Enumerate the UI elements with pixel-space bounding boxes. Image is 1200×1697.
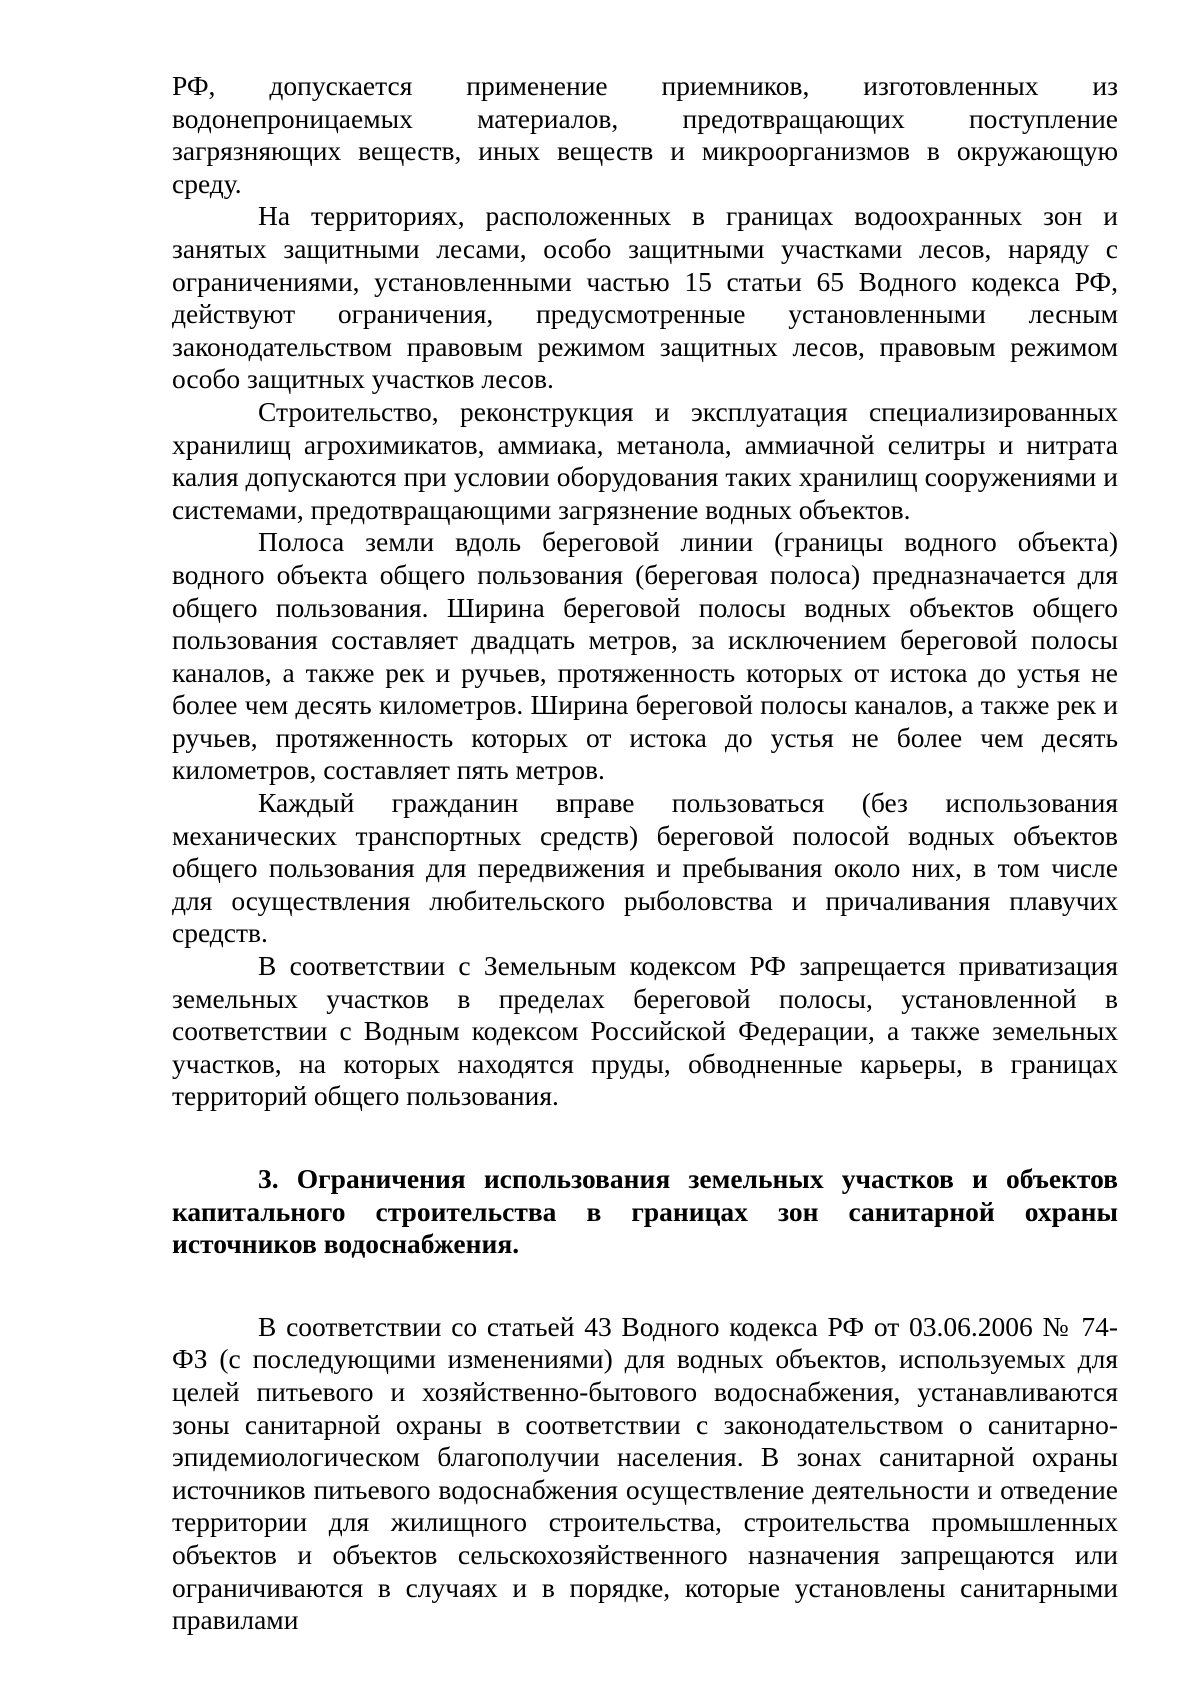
- paragraph-agrochemical-storage: Строительство, реконструкция и эксплуатация специализированных хранилищ агрохимикатов, аммиака, метанола, аммиачной селитры и нитрата калия допускаются при условии оборудования таких хранилищ сооружениями и системами, предотвращающими загрязнение водных объектов.: [172, 395, 1118, 525]
- paragraph-continuation: РФ, допускается применение приемников, изготовленных из водонепроницаемых материалов, предотвращающих поступление загрязняющих веществ, иных веществ и микроорганизмов в окружающую среду.: [172, 70, 1118, 199]
- paragraph-citizen-rights: Каждый гражданин вправе пользоваться (без использования механических транспортных средств) береговой полосой водных объектов общего пользования для передвижения и пребывания около них, в том числе для осуществления любительского рыболовства и причаливания плавучих средств.: [172, 787, 1118, 949]
- paragraph-protective-forests: На территориях, расположенных в границах водоохранных зон и занятых защитными лесами, особо защитными участками лесов, наряду с ограничениями, установленными частью 15 статьи 65 Водного кодекса РФ, действуют ограничения, предусмотренные установленными лесным законодательством правовым режимом защитных лесов, правовым режимом особо защитных участков лесов.: [172, 200, 1118, 395]
- document-body: [172, 70, 1118, 1637]
- paragraph-land-code: В соответствии с Земельным кодексом РФ запрещается приватизация земельных участков в пределах береговой полосы, установленной в соответствии с Водным кодексом Российской Федерации, а также земельных участков, на которых находятся пруды, обводненные карьеры, в границах территорий общего пользования.: [172, 950, 1118, 1112]
- paragraph-water-code-article-43: В соответствии со статьей 43 Водного кодекса РФ от 03.06.2006 № 74-ФЗ (с последующими изменениями) для водных объектов, используемых для целей питьевого и хозяйственно-бытового водоснабжения, устанавливаются зоны санитарной охраны в соответствии с законодательством о санитарно-эпидемиологическом благополучии населения. В зонах санитарной охраны источников питьевого водоснабжения осуществление деятельности и отведение территории для жилищного строительства, строительства промышленных объектов и объектов сельскохозяйственного назначения запрещаются или ограничиваются в случаях и в порядке, которые установлены санитарными правилами: [172, 1310, 1118, 1636]
- section-heading: 3. Ограничения использования земельных участков и объектов капитального строительства в границах зон санитарной охраны источников водоснабжения.: [172, 1163, 1118, 1260]
- paragraph-shore-strip: Полоса земли вдоль береговой линии (границы водного объекта) водного объекта общего пользования (береговая полоса) предназначается для общего пользования. Ширина береговой полосы водных объектов общего пользования составляет двадцать метров, за исключением береговой полосы каналов, а также рек и ручьев, протяженность которых от истока до устья не более чем десять километров. Ширина береговой полосы каналов, а также рек и ручьев, протяженность которых от истока до устья не более чем десять километров, составляет пять метров.: [172, 526, 1118, 786]
